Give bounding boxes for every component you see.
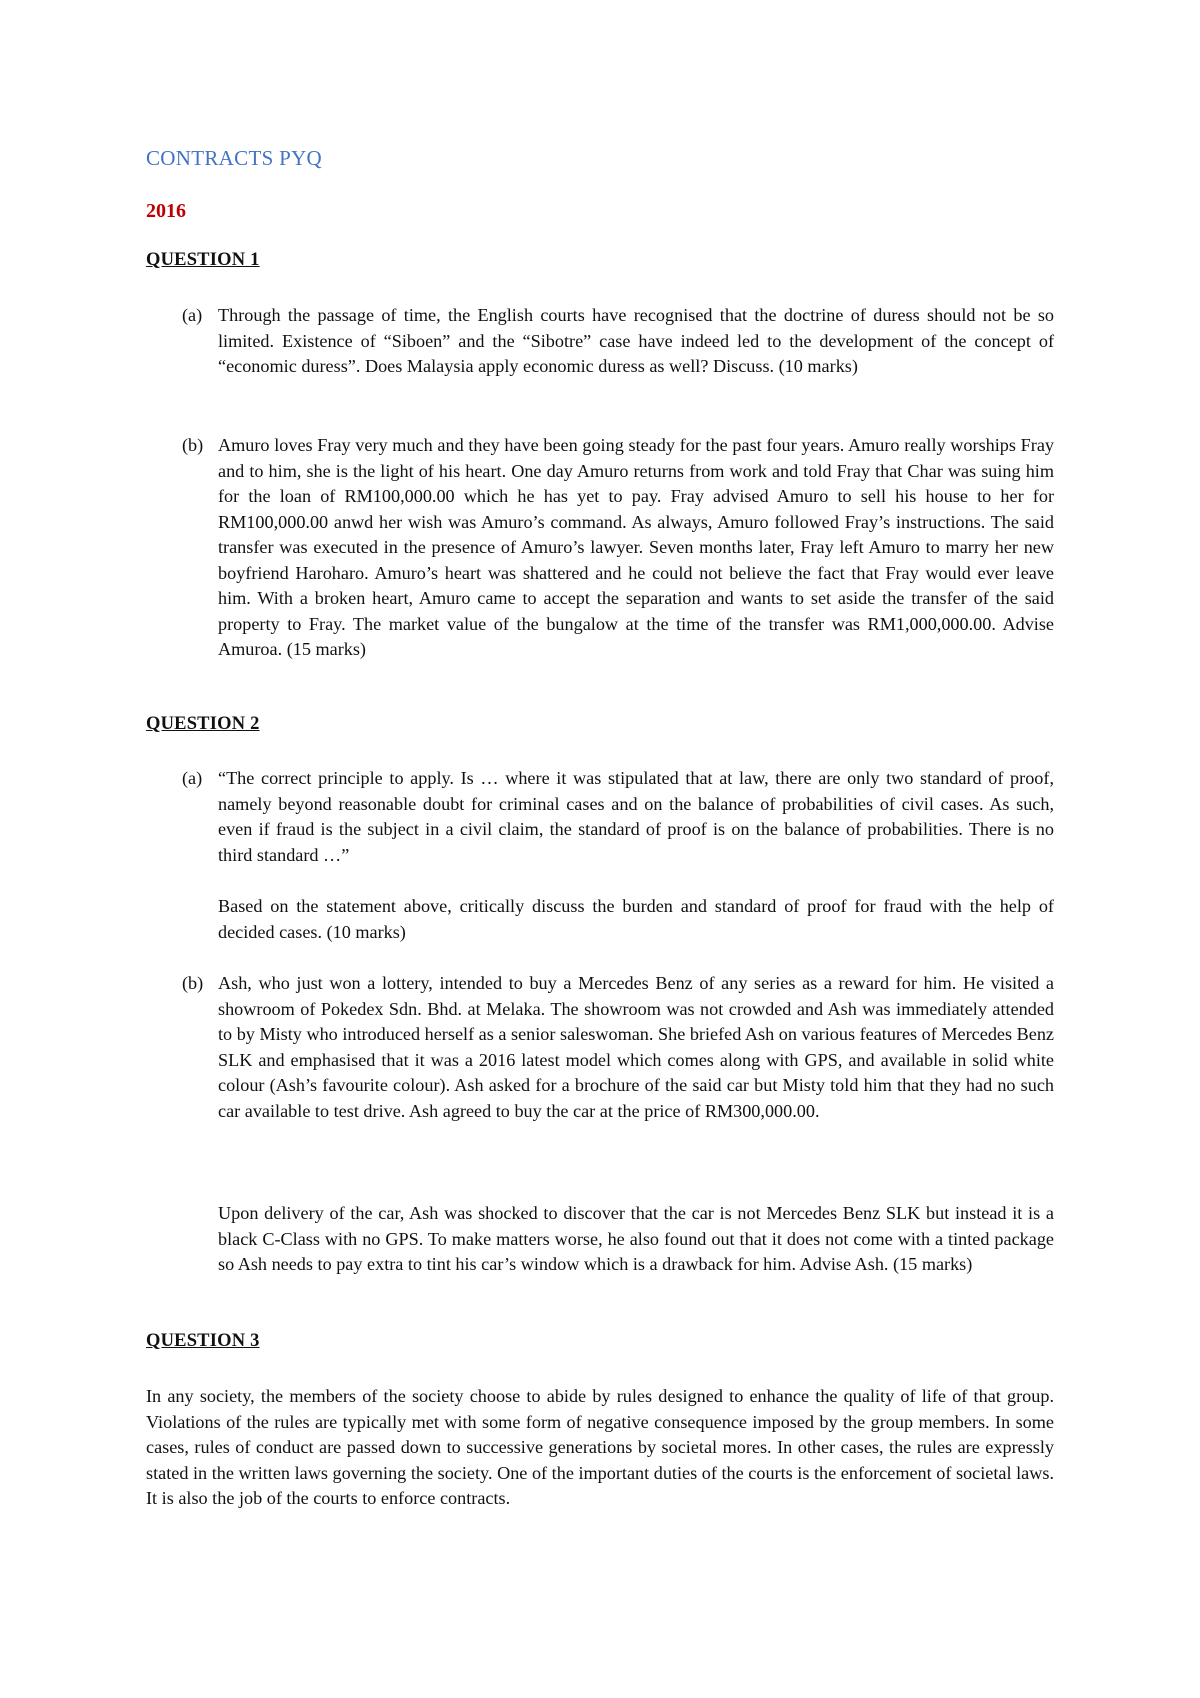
question-1-heading: QUESTION 1	[146, 250, 260, 270]
exam-year: 2016	[146, 200, 186, 222]
question-2a-continued	[146, 894, 1054, 945]
question-2a-label: (a)	[182, 768, 203, 788]
question-2b-text: Ash, who just won a lottery, intended to buy a Mercedes Benz of any series as a reward for him. He visited a showroom of Pokedex Sdn. Bhd. at Melaka. The showroom was not crowded and Ash was immediately attended to by Misty who introduced herself as a senior saleswoman. She briefed Ash on various features of Mercedes Benz SLK and emphasised that it was a 2016 latest model which comes along with GPS, and available in solid white colour (Ash’s favourite colour). Ash asked for a brochure of the said car but Misty told him that they had no such car available to test drive. Ash agreed to buy the car at the price of RM300,000.00.	[218, 973, 1054, 1121]
question-2-heading: QUESTION 2	[146, 714, 260, 734]
question-2b	[146, 971, 1054, 1124]
question-2a-text-2: Based on the statement above, critically discuss the burden and standard of proof for fraud with the help of decided cases. (10 marks)	[218, 896, 1054, 942]
question-1a	[146, 303, 1054, 380]
question-1a-text: Through the passage of time, the English courts have recognised that the doctrine of duress should not be so limited. Existence of “Siboen” and the “Sibotre” case have indeed led to the development of the concept of “economic duress”. Does Malaysia apply economic duress as well? Discuss. (10 marks)	[218, 305, 1054, 376]
document-title: CONTRACTS PYQ	[146, 146, 323, 170]
question-1a-label: (a)	[182, 305, 203, 325]
question-2b-text-2: Upon delivery of the car, Ash was shocked to discover that the car is not Mercedes Benz SLK but instead it is a black C-Class with no GPS. To make matters worse, he also found out that it does not come with a tinted package so Ash needs to pay extra to tint his car’s window which is a drawback for him. Advise Ash. (15 marks)	[218, 1203, 1054, 1274]
question-3-heading: QUESTION 3	[146, 1331, 260, 1351]
question-2a	[146, 766, 1054, 868]
question-2b-continued	[146, 1201, 1054, 1278]
question-2a-text: “The correct principle to apply. Is … where it was stipulated that at law, there are only two standard of proof, namely beyond reasonable doubt for criminal cases and on the balance of probabilities of civil cases. As such, even if fraud is the subject in a civil claim, the standard of proof is on the balance of probabilities. There is no third standard …”	[218, 768, 1054, 865]
question-3-text: In any society, the members of the society choose to abide by rules designed to enhance the quality of life of that group. Violations of the rules are typically met with some form of negative consequence imposed by the group members. In some cases, rules of conduct are passed down to successive generations by societal mores. In other cases, the rules are expressly stated in the written laws governing the society. One of the important duties of the courts is the enforcement of societal laws. It is also the job of the courts to enforce contracts.	[146, 1386, 1054, 1508]
question-1b-label: (b)	[182, 435, 204, 455]
question-2b-label: (b)	[182, 973, 204, 993]
question-1b	[146, 433, 1054, 663]
question-1b-text: Amuro loves Fray very much and they have been going steady for the past four years. Amuro really worships Fray and to him, she is the light of his heart. One day Amuro returns from work and told Fray that Char was suing him for the loan of RM100,000.00 which he has yet to pay. Fray advised Amuro to sell his house to her for RM100,000.00 anwd her wish was Amuro’s command. As always, Amuro followed Fray’s instructions. The said transfer was executed in the presence of Amuro’s lawyer. Seven months later, Fray left Amuro to marry her new boyfriend Haroharo. Amuro’s heart was shattered and he could not believe the fact that Fray would ever leave him. With a broken heart, Amuro came to accept the separation and wants to set aside the transfer of the said property to Fray. The market value of the bungalow at the time of the transfer was RM1,000,000.00. Advise Amuroa. (15 marks)	[218, 435, 1054, 659]
